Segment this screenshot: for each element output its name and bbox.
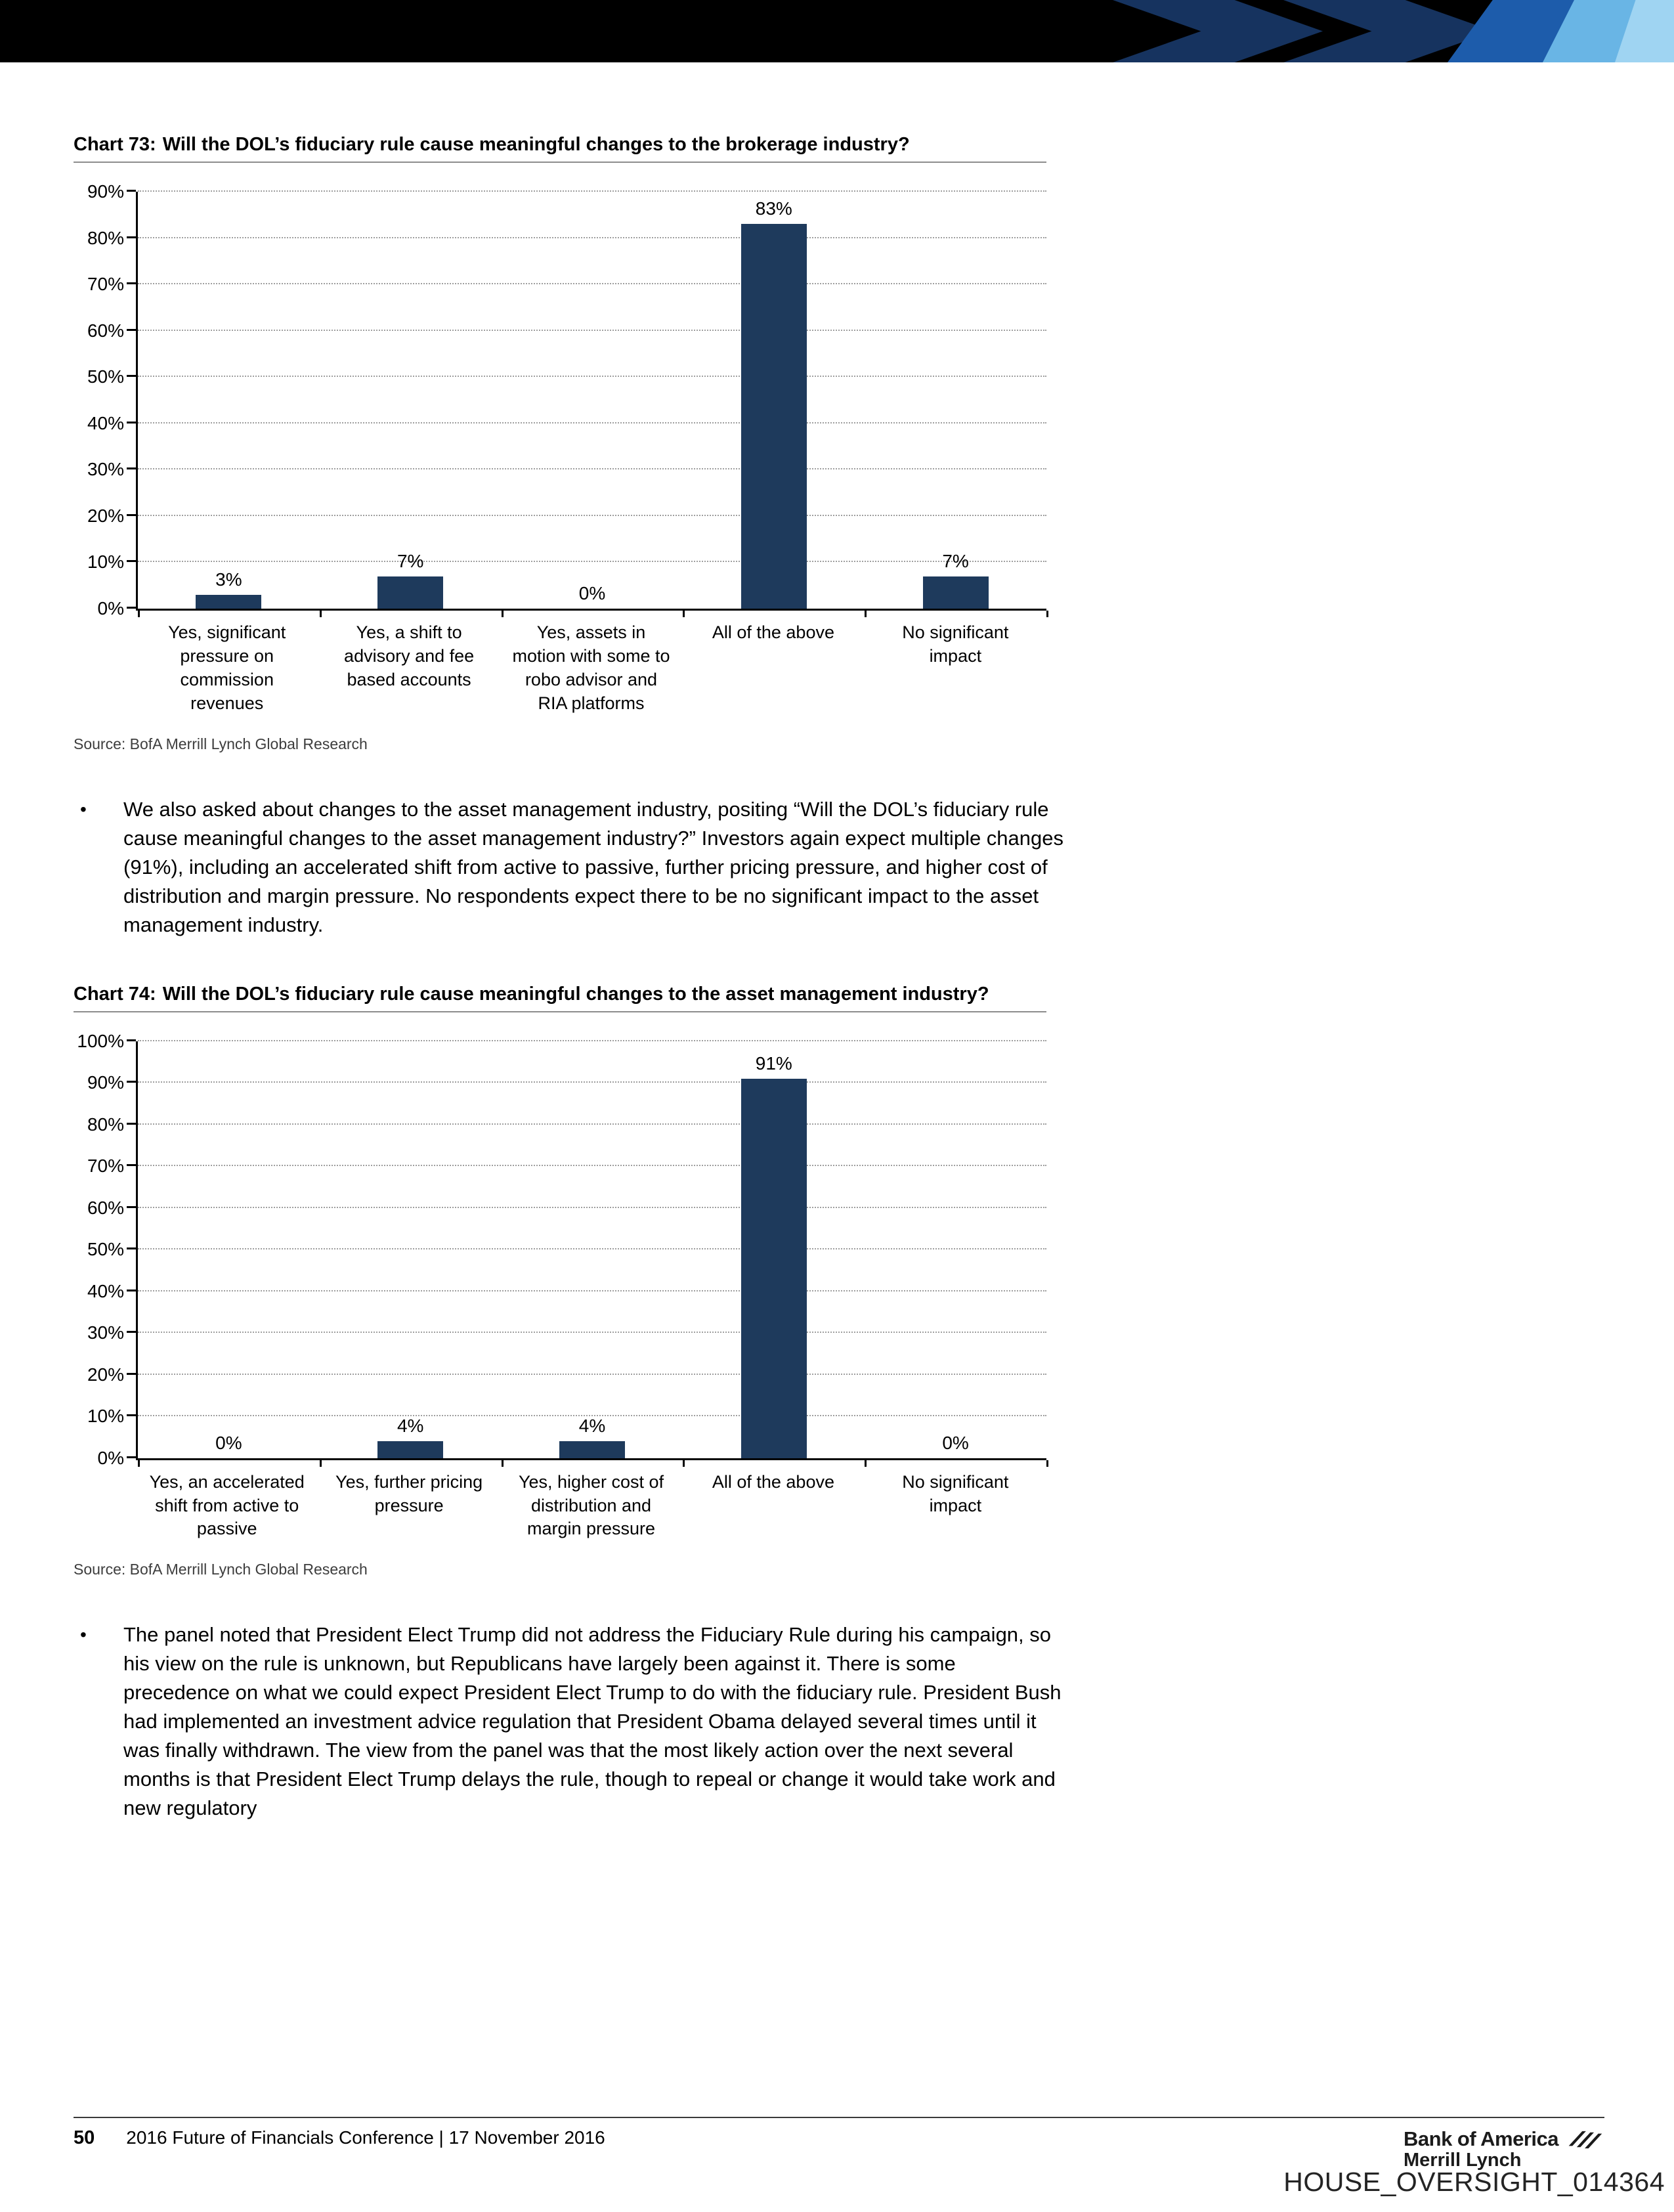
x-axis-tick [502,611,504,617]
page-number: 50 [74,2127,95,2148]
bar [196,595,261,609]
y-axis-tick [127,1039,136,1041]
bar-column [683,192,865,609]
y-axis-tick-label: 50% [87,1239,124,1260]
y-axis-tick [127,514,136,516]
top-banner [0,0,1674,62]
x-axis-tick [138,1460,140,1467]
x-axis-tick [138,611,140,617]
y-axis-tick-label: 30% [87,1322,124,1343]
bar-column [865,1041,1046,1458]
y-axis-tick-label: 60% [87,1197,124,1218]
x-axis-tick [865,1460,867,1467]
x-axis-category-labels [136,1471,1046,1542]
chart-source: Source: BofA Merrill Lynch Global Research [74,1561,368,1578]
bullet-paragraph [74,1620,1065,1823]
chart-title [74,133,1046,163]
bullet-marker: • [80,1624,87,1645]
y-axis-tick-label: 10% [87,552,124,573]
y-axis-tick [127,1331,136,1333]
y-axis-tick [127,1164,136,1166]
y-axis-tick [127,1206,136,1208]
y-axis-tick-label: 80% [87,1114,124,1135]
bar-value-label: 0% [578,583,606,603]
bar-column [138,1041,320,1458]
footer-conference-title: 2016 Future of Financials Conference | 17 November 2016 [126,2127,605,2148]
y-axis-tick [127,236,136,238]
y-axis-tick-label: 30% [87,459,124,480]
y-axis-tick [127,467,136,469]
bar [377,576,443,609]
category-label: Yes, significant pressure on commission revenues [168,622,286,713]
y-axis-tick [127,422,136,423]
y-axis-tick-label: 40% [87,412,124,433]
chart-73-brokerage-industry [74,133,1046,753]
y-axis-tick-label: 90% [87,1072,124,1093]
y-axis-tick [127,1373,136,1375]
bullet-paragraph [74,795,1065,940]
x-axis-tick [683,1460,685,1467]
bar-value-label: 0% [215,1432,242,1453]
y-axis-tick-label: 0% [97,598,124,618]
chart-plot-area [74,181,1046,716]
banner-chevron-icon [1113,0,1323,62]
y-axis-tick [127,1414,136,1416]
bofa-merrill-lynch-logo [1404,2127,1604,2171]
y-axis-tick-label: 10% [87,1406,124,1427]
x-axis-tick [1046,611,1048,617]
chart-title [74,983,1046,1012]
category-label: Yes, higher cost of distribution and margin pressure [518,1471,664,1539]
bar-column [502,1041,683,1458]
y-axis-tick [127,1456,136,1458]
chart-plot-area [74,1030,1046,1542]
logo-merrill-lynch-text: Merrill Lynch [1404,2150,1522,2171]
y-axis [74,181,136,618]
page-content [74,62,1098,1823]
chart-title-text: Will the DOL’s fiduciary rule cause meaningful changes to the asset management industry? [162,983,989,1005]
category-label: All of the above [712,1471,834,1492]
x-axis-tick [320,611,322,617]
y-axis [74,1030,136,1468]
house-oversight-stamp: HOUSE_OVERSIGHT_014364 [1283,2167,1665,2197]
y-axis-tick-label: 0% [97,1447,124,1468]
y-axis-tick [127,190,136,192]
x-axis-tick [683,611,685,617]
page-footer [74,2117,1604,2171]
bar-column [320,192,502,609]
chart-source: Source: BofA Merrill Lynch Global Research [74,735,368,752]
category-label: No significant impact [902,1471,1009,1515]
logo-bank-of-america-text: Bank of America [1404,2127,1558,2150]
y-axis-tick [127,1081,136,1083]
bar-column [320,1041,502,1458]
y-axis-tick-label: 80% [87,227,124,248]
bar-column [502,192,683,609]
y-axis-tick [127,375,136,377]
category-label: No significant impact [902,622,1009,666]
y-axis-tick [127,329,136,331]
bar-column [865,192,1046,609]
y-axis-tick [127,560,136,562]
bar-column [683,1041,865,1458]
chart-number: Chart 73: [74,134,156,155]
bar-value-label: 83% [755,198,792,219]
y-axis-tick-label: 50% [87,366,124,387]
category-label: Yes, further pricing pressure [335,1471,483,1515]
bar [741,1079,807,1458]
y-axis-tick-label: 70% [87,1156,124,1177]
y-axis-tick-label: 60% [87,320,124,341]
chart-74-asset-management-industry [74,983,1046,1579]
bar [741,224,807,609]
x-axis-category-labels [136,621,1046,716]
y-axis-tick [127,1247,136,1249]
plot [136,1041,1046,1460]
x-axis-tick [502,1460,504,1467]
bar-column [138,192,320,609]
category-label: Yes, an accelerated shift from active to passive [149,1471,305,1539]
bullet-text: The panel noted that President Elect Trump did not address the Fiduciary Rule during his campaign, so his view on the rule is unknown, but Republicans have largely been against it. There is some precedence on what we could expect President Elect Trump to do with the fiduciary rule. President Bush had implemented an investment advice regulation that President Obama delayed several times until it was finally withdrawn. The view from the panel was that the most likely action over the next several months is that President Elect Trump delays the rule, though to repeal or change it would take work and new regulatory [123,1623,1062,1820]
y-axis-tick [127,1290,136,1291]
bar [377,1441,443,1458]
y-axis-tick-label: 90% [87,181,124,202]
bullet-marker: • [80,798,87,819]
y-axis-tick-label: 100% [77,1030,124,1051]
bofa-flag-icon [1565,2127,1604,2151]
bar-value-label: 7% [942,550,969,571]
x-axis-tick [865,611,867,617]
bar-value-label: 3% [215,569,242,590]
plot [136,192,1046,611]
category-label: All of the above [712,622,834,642]
y-axis-tick [127,282,136,284]
y-axis-tick-label: 20% [87,1364,124,1385]
bar-value-label: 4% [397,1416,424,1437]
y-axis-tick [127,607,136,609]
bar-value-label: 0% [942,1432,969,1453]
bar [923,576,989,609]
bar-value-label: 91% [755,1052,792,1073]
y-axis-tick-label: 40% [87,1280,124,1301]
chart-number: Chart 74: [74,983,156,1005]
bullet-text: We also asked about changes to the asset management industry, positing “Will the DOL’s fiduciary rule cause meaningful changes to the asset management industry?” Investors again expect multiple changes (91%), including an accelerated shift from active to passive, further pricing pressure, and higher cost of distribution and margin pressure. No respondents expect there to be no significant impact to the asset management industry. [123,797,1064,936]
y-axis-tick [127,1123,136,1125]
category-label: Yes, a shift to advisory and fee based accounts [344,622,475,689]
bar [559,1441,625,1458]
category-label: Yes, assets in motion with some to robo advisor and RIA platforms [512,622,670,713]
chart-title-text: Will the DOL’s fiduciary rule cause meaningful changes to the brokerage industry? [162,134,910,155]
y-axis-tick-label: 20% [87,505,124,526]
x-axis-tick [1046,1460,1048,1467]
y-axis-tick-label: 70% [87,274,124,295]
x-axis-tick [320,1460,322,1467]
bar-value-label: 7% [397,550,424,571]
bar-value-label: 4% [578,1416,606,1437]
